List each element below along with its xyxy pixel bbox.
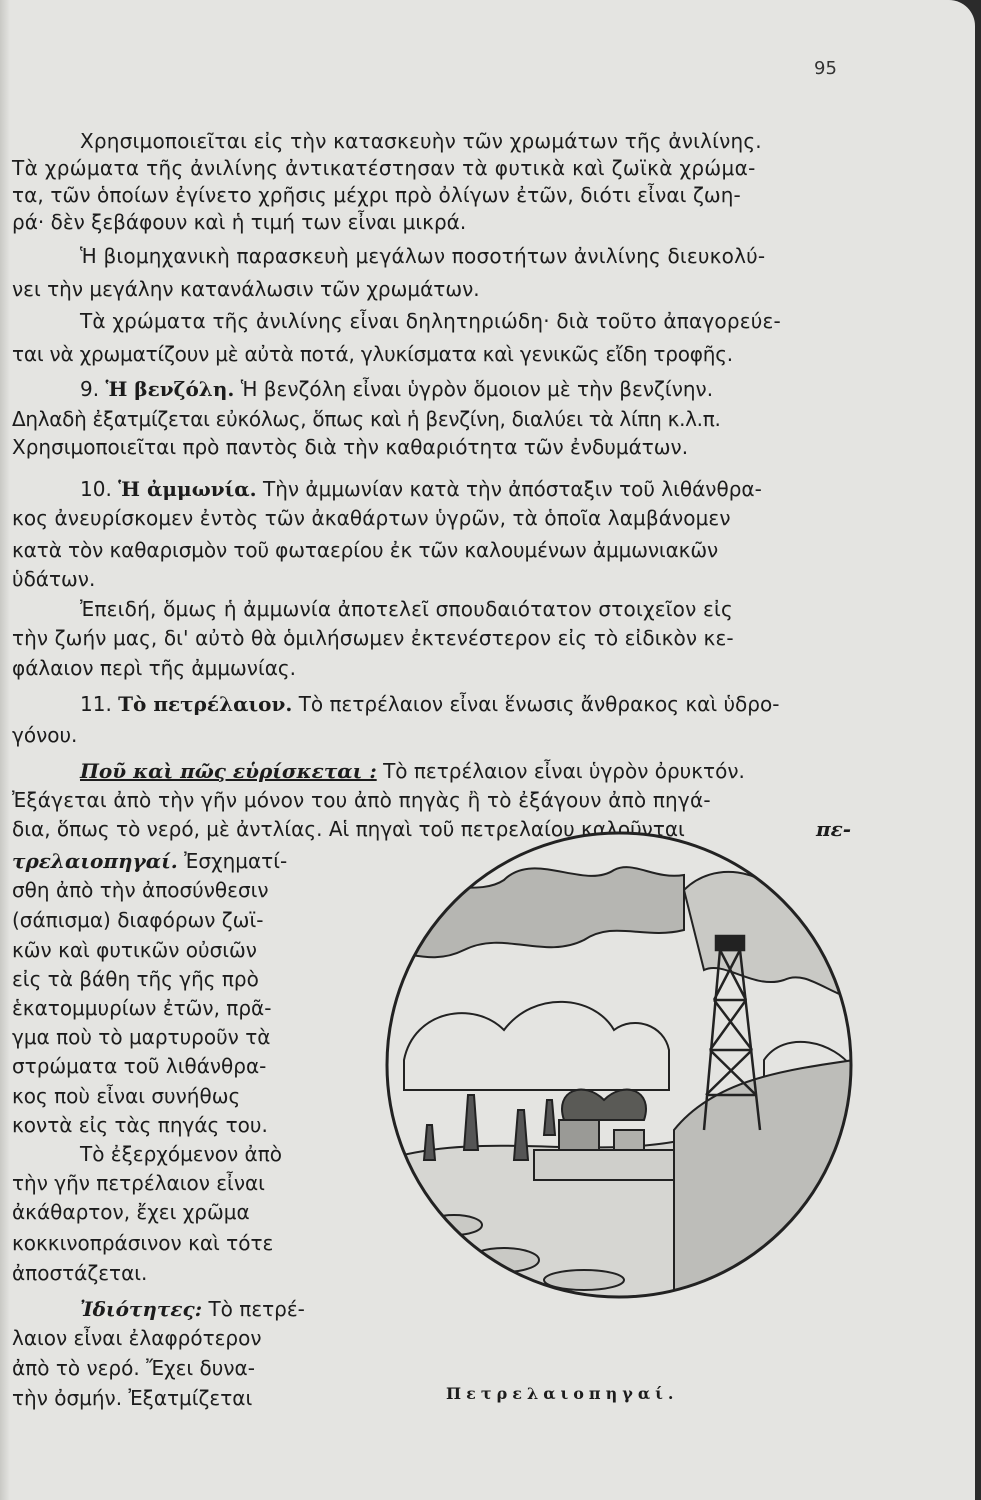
narrow-line: γμα ποὺ τὸ μαρτυροῦν τὰ: [12, 1025, 271, 1049]
narrow-line: [12, 848, 287, 874]
subheading-properties: [80, 1296, 305, 1322]
narrow-line: ἀκάθαρτον, ἔχει χρῶμα: [12, 1200, 250, 1224]
text-line: Ἐξάγεται ἀπὸ τὴν γῆν μόνον του ἀπὸ πηγὰς ἢ τὸ ἐξάγουν ἀπὸ πηγά-: [12, 788, 711, 812]
text-line: νει τὴν μεγάλην κατανάλωσιν τῶν χρωμάτων.: [12, 277, 480, 301]
text-line: δια, ὅπως τὸ νερό, μὲ ἀντλίας. Αἱ πηγαὶ τοῦ πετρελαίου καλοῦνται: [12, 817, 685, 841]
page-number: 95: [814, 58, 837, 79]
narrow-line: τὴν ὀσμήν. Ἐξατμίζεται: [12, 1386, 253, 1410]
text-line: τα, τῶν ὁποίων ἐγίνετο χρῆσις μέχρι πρὸ ὀλίγων ἐτῶν, διότι εἶναι ζωη-: [12, 183, 741, 207]
narrow-line: Τὸ ἐξερχόμενον ἀπὸ: [80, 1142, 283, 1166]
text-line: κατὰ τὸν καθαρισμὸν τοῦ φωταερίου ἐκ τῶν καλουμένων ἀμμωνιακῶν: [12, 538, 719, 562]
narrow-line: (σάπισμα) διαφόρων ζωϊ-: [12, 908, 264, 932]
narrow-line: κοκκινοπράσινον καὶ τότε: [12, 1231, 274, 1255]
narrow-line: εἰς τὰ βάθη τῆς γῆς πρὸ: [12, 967, 259, 991]
subheading-title: Ποῦ καὶ πῶς εὑρίσκεται :: [80, 759, 377, 783]
term: τρελαιοπηγαί.: [12, 849, 178, 873]
narrow-line: κῶν καὶ φυτικῶν οὐσιῶν: [12, 938, 257, 962]
narrow-line: κος ποὺ εἶναι συνήθως: [12, 1084, 241, 1108]
section-number: 9.: [80, 377, 100, 401]
text-line: Δηλαδὴ ἐξατμίζεται εὐκόλως, ὅπως καὶ ἡ βενζίνη, διαλύει τὰ λίπη κ.λ.π.: [12, 407, 721, 431]
text-line: κος ἀνευρίσκομεν ἐντὸς τῶν ἀκαθάρτων ὑγρῶν, τὰ ὁποῖα λαμβάνομεν: [12, 506, 731, 530]
narrow-line: ἀποστάζεται.: [12, 1261, 148, 1285]
oil-wells-illustration: [384, 830, 854, 1300]
section-title: Ἡ βενζόλη.: [105, 377, 235, 401]
subheading-text: Τὸ πετρέ-: [208, 1297, 305, 1321]
narrow-line: σθη ἀπὸ τὴν ἀποσύνθεσιν: [12, 878, 269, 902]
text-line: Χρησιμοποιεῖται εἰς τὴν κατασκευὴν τῶν χρωμάτων τῆς ἀνιλίνης.: [80, 129, 762, 153]
section-heading-ammonia: [80, 476, 762, 502]
text-line: Τὰ χρώματα τῆς ἀνιλίνης ἀντικατέστησαν τὰ φυτικὰ καὶ ζωϊκὰ χρώμα-: [12, 156, 756, 180]
text-line: ται νὰ χρωματίζουν μὲ αὐτὰ ποτά, γλυκίσματα καὶ γενικῶς εἴδη τροφῆς.: [12, 342, 733, 366]
page-edge-shadow: [0, 0, 10, 1500]
section-text: Τὴν ἀμμωνίαν κατὰ τὴν ἀπόσταξιν τοῦ λιθάνθρα-: [263, 477, 762, 501]
text-line: Ἡ βιομηχανικὴ παρασκευὴ μεγάλων ποσοτήτων ἀνιλίνης διευκολύ-: [80, 244, 766, 268]
text-line: γόνου.: [12, 723, 78, 747]
text-line: ρά· δὲν ξεβάφουν καὶ ἡ τιμή των εἶναι μικρά.: [12, 210, 467, 234]
section-title: Τὸ πετρέλαιον.: [118, 692, 293, 716]
narrow-line: ἀπὸ τὸ νερό. Ἔχει δυνα-: [12, 1356, 255, 1380]
text-line: τὴν ζωήν μας, δι' αὐτὸ θὰ ὁμιλήσωμεν ἐκτενέστερον εἰς τὸ εἰδικὸν κε-: [12, 626, 734, 650]
subheading-where-how: [80, 758, 745, 784]
term-text: Ἐσχηματί-: [184, 849, 288, 873]
section-heading-petroleum: [80, 691, 779, 717]
narrow-line: ἑκατομμυρίων ἐτῶν, πρᾶ-: [12, 996, 272, 1020]
narrow-line: τὴν γῆν πετρέλαιον εἶναι: [12, 1171, 265, 1195]
text-line: Χρησιμοποιεῖται πρὸ παντὸς διὰ τὴν καθαριότητα τῶν ἐνδυμάτων.: [12, 435, 689, 459]
text-line: ὑδάτων.: [12, 567, 96, 591]
text-line: φάλαιον περὶ τῆς ἀμμωνίας.: [12, 656, 297, 680]
text-line-hyphen: πε-: [816, 817, 852, 841]
narrow-line: λαιον εἶναι ἐλαφρότερον: [12, 1326, 262, 1350]
section-title: Ἡ ἀμμωνία.: [118, 477, 257, 501]
subheading-title: Ἰδιότητες:: [80, 1297, 203, 1321]
text-line: Ἐπειδή, ὅμως ἡ ἀμμωνία ἀποτελεῖ σπουδαιότατον στοιχεῖον εἰς: [80, 597, 733, 621]
narrow-line: στρώματα τοῦ λιθάνθρα-: [12, 1054, 267, 1078]
text-line: Τὰ χρώματα τῆς ἀνιλίνης εἶναι δηλητηριώδη· διὰ τοῦτο ἀπαγορεύε-: [80, 309, 781, 333]
figure-caption: Πετρελαιοπηγαί.: [446, 1384, 679, 1403]
section-text: Τὸ πετρέλαιον εἶναι ἕνωσις ἄνθρακος καὶ ὑδρο-: [298, 692, 780, 716]
section-text: Ἡ βενζόλη εἶναι ὑγρὸν ὅμοιον μὲ τὴν βενζίνην.: [240, 377, 714, 401]
section-heading-benzole: [80, 376, 713, 402]
section-number: 11.: [80, 692, 112, 716]
section-number: 10.: [80, 477, 112, 501]
narrow-line: κοντὰ εἰς τὰς πηγάς του.: [12, 1113, 268, 1137]
subheading-text: Τὸ πετρέλαιον εἶναι ὑγρὸν ὀρυκτόν.: [383, 759, 745, 783]
